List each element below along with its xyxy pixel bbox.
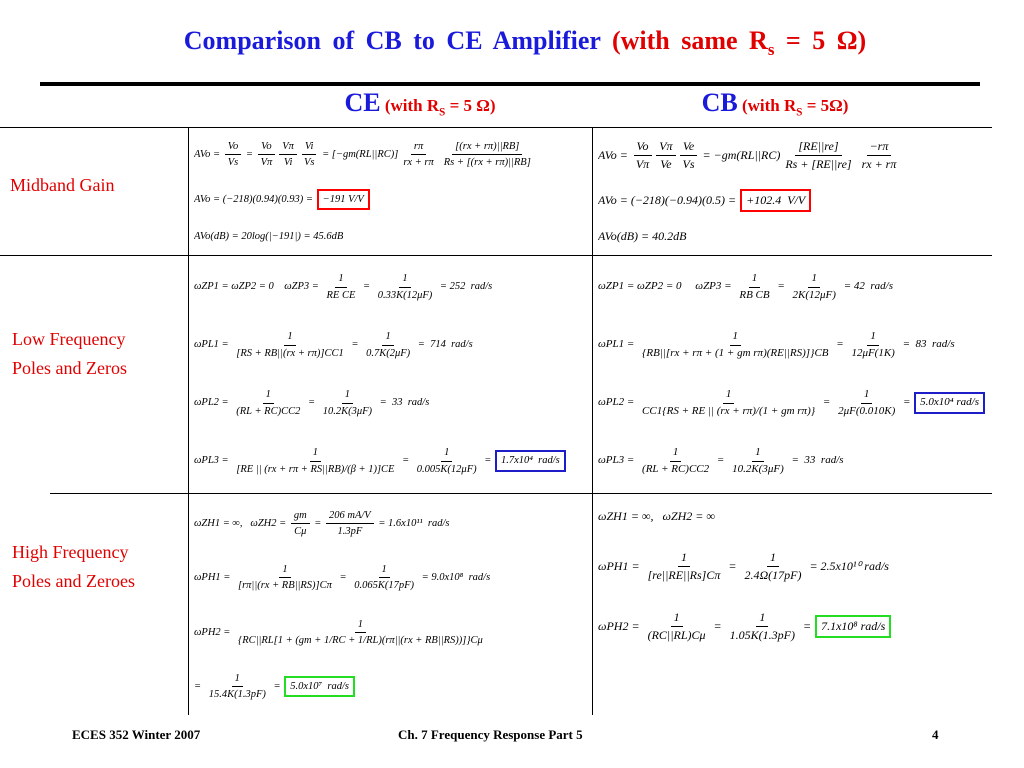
fraction [324,272,359,301]
fraction-denominator: {RB||[rx + rπ + (1 + gm rπ)(RE||RS)]}CB [642,346,829,359]
row-divider-midband [0,255,992,256]
formula-text: = 42 rad/s [840,280,893,293]
ce-zeros-formula [194,272,588,301]
result-box: 5.0x10⁷ rad/s [284,676,355,697]
formula-text: = 1.6x10¹¹ rad/s [375,517,450,529]
fraction [729,446,787,477]
title-condition-pre: (with same R [611,26,768,55]
cb-zeros-formula [598,272,988,303]
ce-header-condition [380,96,496,119]
fraction [233,446,397,475]
fraction-numerator: 1 [335,272,346,287]
column-divider-label [188,127,189,715]
fraction-numerator: Vo [634,139,652,156]
slide-title-main: Comparison of CB to CE Amplifier [183,26,601,55]
cb-header-sub: S [796,106,803,119]
formula-text: ωPL1 = [598,338,638,351]
fraction [326,509,374,538]
fraction-numerator: 1 [355,618,366,633]
fraction-numerator: Ve [680,139,697,156]
fraction-denominator: 0.7K(2μF) [366,347,411,359]
row-label-low-frequency-line2: Poles and Zeros [12,358,127,378]
fraction-denominator: 1.05K(1.3pF) [729,627,795,642]
fraction-denominator: 0.33K(12μF) [377,289,433,301]
ce-header-sub: S [439,106,446,119]
fraction [351,563,417,592]
fraction-denominator: Rs + [(rx + rπ)||RB] [443,157,531,169]
slide-title-condition [611,26,867,60]
ce-voltage-gain-value [194,189,588,210]
row-divider-low-frequency [50,493,992,494]
fraction-denominator: [rπ||(rx + RB||RS)]Cπ [238,580,332,592]
formula-text: AVo = [598,147,631,162]
fraction-numerator: 1 [263,388,274,403]
formula-text: ωZH1 = ∞, ωZH2 = [194,517,289,529]
formula-text: = 83 rad/s [899,338,955,351]
page-number: 4 [932,727,939,742]
formula-text: = [243,148,256,160]
fraction-numerator: 1 [749,272,761,288]
formula-text: = [774,280,788,293]
fraction [782,139,854,172]
cb-pole-ph1-formula [598,550,988,583]
fraction-denominator: 12μF(1K) [851,346,895,359]
ce-pole-pl3-formula [194,446,588,475]
formula-text: = [305,397,318,409]
fraction-denominator: [RS + RB||(rx + rπ)]CC1 [236,347,344,359]
formula-text: = [311,517,325,529]
fraction-numerator: 1 [284,330,295,345]
formula-text: = [194,681,204,693]
fraction-numerator: 1 [671,610,683,627]
cb-column-header [590,88,960,118]
fraction-denominator: 1.3pF [337,525,363,537]
fraction [645,610,709,643]
formula-text: = [725,559,740,574]
formula-text: ωPL3 = [194,455,232,467]
cb-voltage-gain-formula [598,139,988,172]
formula-text: = [714,454,728,467]
formula-text: = 33 rad/s [377,397,430,409]
fraction [400,140,436,169]
table-top-rule [0,127,992,128]
ce-voltage-gain-formula [194,140,588,169]
formula-text: ωPH2 = [598,618,643,633]
fraction [233,388,303,417]
formula-text: ωZP1 = ωZP2 = 0 ωZP3 = [598,280,735,293]
fraction-numerator: [RE||re] [795,139,841,156]
row-label-low-frequency [12,325,127,383]
fraction-denominator: 10.2K(3μF) [732,462,784,475]
formula-text: ωZP1 = ωZP2 = 0 ωZP3 = [194,281,322,293]
ce-pole-ph2-value [194,672,588,701]
formula-text: ωPH1 = [598,559,643,574]
formula-text: ωZH1 = ∞, ωZH2 = ∞ [598,509,715,524]
formula-text: = [481,455,494,467]
fraction-numerator: Vπ [279,140,297,155]
fraction-denominator: [re||RE||Rs]Cπ [647,568,721,583]
cb-voltage-gain-db [598,229,988,244]
fraction-denominator: CC1{RS + RE || (rx + rπ)/(1 + gm rπ)} [642,404,816,417]
formula-text: ωPL3 = [598,454,638,467]
formula-text: = 252 rad/s [437,281,493,293]
fraction-denominator: 15.4K(1.3pF) [208,689,266,701]
fraction-numerator: 1 [756,610,768,627]
column-divider-ce-cb [592,127,593,715]
formula-text: = 2.5x10¹⁰ rad/s [806,559,889,574]
formula-text: = 33 rad/s [788,454,844,467]
fraction-numerator: 1 [382,330,393,345]
fraction-numerator: Vπ [656,139,675,156]
formula-text: = 9.0x10⁸ rad/s [419,572,491,584]
ce-pole-pl1-formula [194,330,588,359]
fraction [645,550,724,583]
fraction-denominator: (RL + RC)CC2 [642,462,710,475]
result-box: +102.4 V/V [740,189,811,212]
row-label-high-frequency-line2: Poles and Zeroes [12,571,135,591]
ce-pole-ph2-formula [194,618,588,647]
formula-text: = [270,681,284,693]
ce-voltage-gain-db [194,230,588,243]
fraction-numerator: Vo [258,140,275,155]
ce-header-label: CE [344,88,381,117]
row-label-high-frequency-line1: High Frequency [12,542,129,562]
formula-text: ωPL1 = [194,339,232,351]
ce-high-frequency-cell [194,496,588,714]
ce-header-post: = 5 Ω) [445,96,496,115]
fraction [320,388,375,417]
formula-text: = [833,338,847,351]
fraction-denominator: (RC||RL)Cμ [647,627,706,642]
result-box: 1.7x10⁴ rad/s [495,450,566,471]
formula-text: ωPL2 = [194,397,232,409]
fraction-denominator: 10.2K(3μF) [322,405,372,417]
fraction-denominator: rx + rπ [861,156,897,171]
formula-text: = [799,618,815,633]
fraction-numerator: Vi [302,140,317,155]
fraction [859,139,900,172]
ce-pole-ph1-formula [194,563,588,592]
cb-high-frequency-cell [598,496,988,656]
fraction [375,272,436,301]
fraction [639,330,831,361]
ce-pole-pl2-formula [194,388,588,417]
formula-text: AVo(dB) = 40.2dB [598,229,687,244]
cb-midband-gain-cell [598,130,988,253]
fraction-numerator: −rπ [867,139,892,156]
fraction-denominator: rx + rπ [403,157,434,169]
cb-pole-ph2-formula [598,610,988,643]
fraction [790,272,839,303]
ce-low-frequency-cell [194,258,588,490]
fraction-numerator: 1 [808,272,820,288]
title-condition-sub: s [767,40,775,60]
fraction-numerator: 1 [232,672,243,687]
fraction-denominator: {RC||RL[1 + (gm + 1/RC + 1/RL)(rπ||(rx + RB||RS))]}Cμ [238,634,483,646]
fraction-numerator: rπ [411,140,426,155]
formula-text: ωPH2 = [194,626,233,638]
formula-text: = 714 rad/s [415,339,473,351]
cb-header-post: = 5Ω) [802,96,849,115]
fraction-numerator: 1 [279,563,290,578]
result-box: 7.1x10⁸ rad/s [815,615,891,638]
fraction [727,610,798,643]
fraction-denominator: Vs [303,157,315,169]
fraction-denominator: 0.005K(12μF) [416,463,477,475]
fraction-denominator: 2μF(0.010K) [838,404,896,417]
fraction [656,139,675,172]
fraction [225,140,242,169]
cb-pole-pl3-formula [598,446,988,477]
cb-voltage-gain-value [598,189,988,212]
cb-pole-pl2-formula [598,388,988,419]
title-rule [40,82,980,86]
fraction-numerator: 1 [678,550,690,567]
fraction [633,139,652,172]
fraction-denominator: Rs + [RE||re] [785,156,852,171]
fraction-numerator: gm [291,509,310,524]
fraction [235,563,335,592]
fraction [233,330,346,359]
fraction-denominator: 2.4Ω(17pF) [744,568,802,583]
cb-header-condition [737,96,849,119]
footer-chapter: Ch. 7 Frequency Response Part 5 [398,727,583,742]
ce-midband-gain-cell [194,130,588,253]
fraction-numerator: 1 [730,330,742,346]
fraction-numerator: [(rx + rπ)||RB] [452,140,522,155]
fraction-numerator: 1 [752,446,764,462]
formula-text: = [399,455,412,467]
row-label-high-frequency [12,538,135,596]
fraction-denominator: [RE || (rx + rπ + RS||RB)/(β + 1)]CE [236,463,395,475]
fraction-numerator: 1 [379,563,390,578]
ce-high-zeros-formula [194,509,588,538]
formula-text: = [348,339,362,351]
formula-text: ωPH1 = [194,572,233,584]
result-box: 5.0x10⁴ rad/s [914,392,985,414]
fraction [363,330,413,359]
formula-text: = [710,618,725,633]
fraction-numerator: 1 [767,550,779,567]
fraction [835,388,898,419]
formula-text: = −gm(RL||RC) [699,147,781,162]
fraction-denominator: Vπ [635,156,650,171]
fraction [301,140,318,169]
fraction [848,330,897,361]
title-condition-post: = 5 Ω) [774,26,867,55]
fraction-denominator: (RL + RC)CC2 [236,405,301,417]
formula-text: AVo = (−218)(−0.94)(0.5) = [598,192,740,207]
fraction-numerator: 1 [399,272,410,287]
cb-low-frequency-cell [598,258,988,490]
fraction [414,446,480,475]
fraction [235,618,486,647]
fraction-numerator: Vo [225,140,242,155]
fraction [736,272,772,303]
slide-title [60,26,990,60]
fraction-numerator: 206 mA/V [326,509,374,524]
row-label-low-frequency-line1: Low Frequency [12,329,126,349]
formula-text: = [820,396,834,409]
fraction-numerator: 1 [441,446,452,461]
fraction [441,140,534,169]
cb-pole-pl1-formula [598,330,988,361]
footer-course: ECES 352 Winter 2007 [72,727,201,742]
fraction-denominator: Cμ [294,525,307,537]
formula-text: AVo = (−218)(0.94)(0.93) = [194,193,316,205]
fraction [639,446,712,477]
fraction-numerator: 1 [670,446,682,462]
cb-header-label: CB [701,88,738,117]
fraction-numerator: 1 [723,388,735,404]
fraction-denominator: Ve [660,156,672,171]
ce-header-pre: (with R [380,96,440,115]
row-label-midband-gain: Midband Gain [10,175,115,195]
fraction-numerator: 1 [861,388,873,404]
cb-high-zeros-formula [598,509,988,524]
fraction-denominator: RB CB [739,288,770,301]
fraction-denominator: 0.065K(17pF) [354,580,415,592]
formula-text: = [900,396,914,409]
fraction-numerator: 1 [310,446,321,461]
formula-text: = [360,281,373,293]
fraction-denominator: RE CE [326,289,356,301]
fraction [206,672,269,701]
formula-text: = [−gm(RL||RC)] [319,148,399,160]
formula-text: = [336,572,350,584]
fraction-denominator: Vπ [260,157,273,169]
fraction-denominator: Vs [227,157,239,169]
fraction [258,140,276,169]
fraction [279,140,297,169]
fraction-denominator: Vs [682,156,695,171]
formula-text: AVo = [194,148,223,160]
formula-text: AVo(dB) = 20log(|−191|) = 45.6dB [194,230,344,242]
fraction-denominator: Vi [283,157,293,169]
fraction-denominator: 2K(12μF) [792,288,836,301]
fraction [741,550,804,583]
fraction-numerator: 1 [867,330,879,346]
formula-text: ωPL2 = [598,396,638,409]
result-box: −191 V/V [317,189,370,210]
cb-header-pre: (with R [737,96,797,115]
fraction [291,509,310,538]
fraction [639,388,818,419]
ce-column-header [230,88,610,118]
fraction-numerator: 1 [342,388,353,403]
fraction [680,139,698,172]
